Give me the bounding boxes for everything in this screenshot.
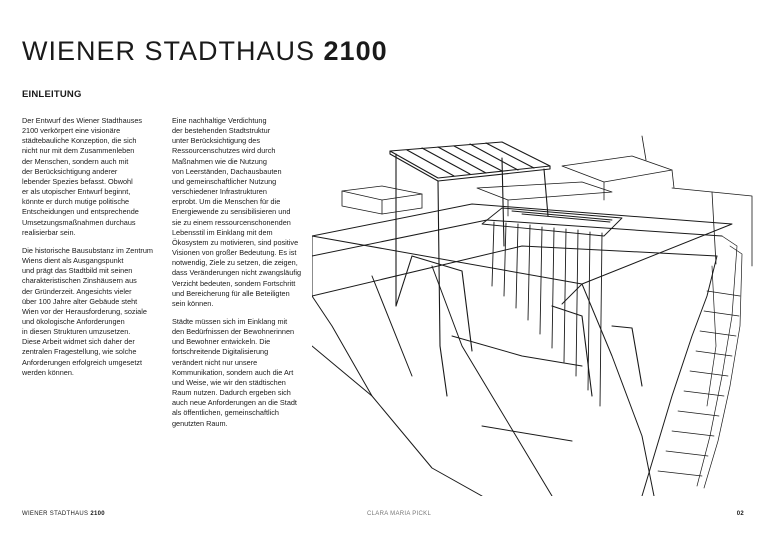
text-line: Die historische Bausubstanz im Zentrum	[22, 245, 153, 255]
section-heading: EINLEITUNG	[22, 89, 82, 100]
text-line: dass Veränderungen nicht zwangsläufig	[172, 268, 301, 278]
text-line: der bestehenden Stadtstruktur	[172, 126, 271, 136]
building-mass	[312, 256, 717, 496]
text-line: Visionen von großer Bedeutung. Es ist	[172, 248, 297, 258]
text-line: Ökosystem zu motivieren, sind positive	[172, 237, 299, 247]
text-line: Energiewende zu sensibilisieren und	[172, 207, 291, 217]
text-column-1	[22, 116, 172, 386]
text-line: Städte müssen sich im Einklang mit	[172, 316, 288, 326]
text-line: von Leerständen, Dachausbauten	[172, 166, 282, 176]
text-line: notwendig, Ziele zu setzen, die zeigen,	[172, 258, 298, 268]
footer-title	[22, 511, 105, 517]
text-line: den Bedürfnissen der Bewohnerinnen	[172, 327, 295, 337]
text-line: als öffentlichen, gemeinschaftlich	[172, 408, 279, 418]
text-line: Verzicht bedeuten, sondern Fortschritt	[172, 278, 296, 288]
footer-author: CLARA MARIA PICKL	[367, 511, 432, 517]
text-line: Entscheidungen und entsprechende	[22, 207, 139, 217]
text-line: er als utopischer Entwurf beginnt,	[22, 187, 131, 197]
text-line: und prägt das Stadtbild mit seinen	[22, 266, 133, 276]
text-line: charakteristischen Zinshäusern aus	[22, 276, 137, 286]
architectural-sketch	[312, 96, 764, 496]
text-column-2	[172, 116, 322, 437]
text-line: in diesen Strukturen umzusetzen.	[22, 327, 131, 337]
text-line: und gemeinschaftlicher Nutzung	[172, 176, 277, 186]
text-line: genutzten Raum.	[172, 418, 228, 428]
text-line: Ressourcenschutzes wird durch	[172, 146, 276, 156]
text-line: Der Entwurf des Wiener Stadthauses	[22, 116, 143, 125]
roof-canopy	[390, 142, 550, 346]
facade-lattice	[658, 236, 742, 488]
text-line: fortschreitende Digitalisierung	[172, 347, 269, 357]
text-line: Umsetzungsmaßnahmen durchaus	[22, 217, 136, 227]
text-line: sein können.	[172, 298, 214, 308]
footer-title-text: WIENER STADTHAUS	[22, 511, 89, 517]
text-line: und Bereicherung für alle Beteiligten	[172, 288, 290, 298]
text-line: über 100 Jahre alter Gebäude steht	[22, 296, 138, 306]
title-number: 2100	[323, 36, 388, 66]
text-line: und Bewohner entwickeln. Die	[172, 337, 271, 347]
text-line: lebender Spezies befasst. Obwohl	[22, 176, 133, 186]
roof-deck	[312, 204, 732, 304]
text-line: auch neue Anforderungen an die Stadt	[172, 398, 297, 408]
text-line: der Menschen, sondern auch mit	[22, 156, 129, 166]
text-line: zentralen Fragestellung, wie solche	[22, 347, 137, 357]
text-line: verschiedener Infrastrukturen	[172, 187, 267, 197]
footer-title-number: 2100	[90, 511, 105, 517]
text-line: nicht nur mit dem Zusammenleben	[22, 146, 135, 156]
paragraph-2	[22, 246, 172, 378]
terrace-poles	[396, 256, 642, 396]
text-line: könnte er durch mutige politische	[22, 197, 130, 207]
text-line: Diese Arbeit widmet sich daher der	[22, 337, 135, 347]
text-line: der Gründerzeit. Angesichts vieler	[22, 286, 132, 296]
text-line: Anforderungen erfolgreich umgesetzt	[22, 357, 143, 367]
text-line: Lebensstil im Einklang mit dem	[172, 227, 273, 237]
text-line: erprobt. Um die Menschen für die	[172, 197, 281, 207]
paragraph-4	[172, 317, 322, 429]
text-line: der Berücksichtigung anderer	[22, 166, 118, 176]
text-line: Wiens dient als Ausgangspunkt	[22, 256, 124, 266]
text-line: Raum nutzen. Dadurch ergeben sich	[172, 388, 291, 398]
text-line: Kommunikation, sondern auch die Art	[172, 367, 294, 377]
text-line: städtebauliche Konzeption, die sich	[22, 136, 137, 146]
paragraph-3	[172, 116, 322, 309]
text-line: sie zu einem ressourcenschonenden	[172, 217, 291, 227]
text-line: Maßnahmen wie die Nutzung	[172, 156, 267, 166]
text-line: Eine nachhaltige Verdichtung	[172, 116, 267, 125]
pergola-slats	[482, 208, 622, 406]
text-line: werden können.	[22, 367, 74, 377]
text-line: unter Berücksichtigung des	[172, 136, 261, 146]
text-line: 2100 verkörpert eine visionäre	[22, 126, 121, 136]
page-title	[22, 36, 388, 67]
text-line: verändert nicht nur unsere	[172, 357, 258, 367]
title-main: WIENER STADTHAUS	[22, 36, 316, 66]
paragraph-1	[22, 116, 172, 238]
page-number: 02	[736, 511, 744, 517]
text-line: realisierbar sein.	[22, 227, 76, 237]
text-line: und ökologische Anforderungen	[22, 316, 125, 326]
text-line: Wien vor der Herausforderung, soziale	[22, 306, 147, 316]
text-line: und Weise, wie wir den städtischen	[172, 377, 286, 387]
